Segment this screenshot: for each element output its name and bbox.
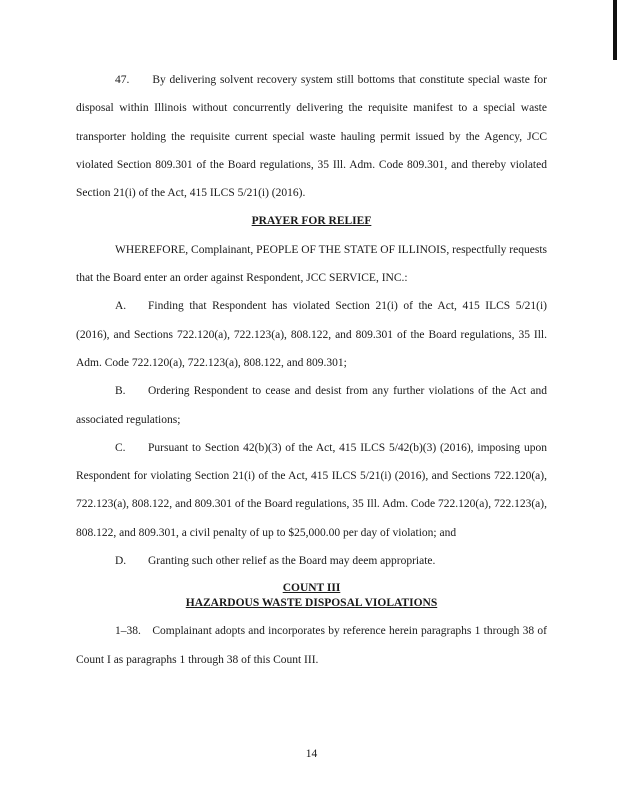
count-iii-paragraph-text: 1–38. Complainant adopts and incorporates by reference herein paragraphs 1 through 38 of Count I as paragraphs 1 through 38 of this Count III. (76, 625, 547, 666)
prayer-item-text: Finding that Respondent has violated Section 21(i) of the Act, 415 ILCS 5/21(i) (2016), and Sections 722.120(a), 722.123(a), 808.122, and 809.301 of the Board regulations, 35 Ill. Adm. Code 722.120(a), 722.123(a), 808.122, and 809.301; (76, 300, 547, 369)
prayer-item-text: Ordering Respondent to cease and desist from any further violations of the Act and associated regulations; (76, 385, 547, 426)
prayer-item-label: B. (115, 385, 126, 398)
count-subtitle: HAZARDOUS WASTE DISPOSAL VIOLATIONS (185, 597, 438, 610)
count-title: COUNT III (282, 582, 341, 595)
document-body (76, 66, 547, 674)
prayer-item-c (76, 434, 547, 547)
prayer-item-a (76, 292, 547, 377)
count-iii-heading-block (76, 575, 547, 617)
prayer-intro-text: WHEREFORE, Complainant, PEOPLE OF THE STATE OF ILLINOIS, respectfully requests that the Board enter an order against Respondent, JCC SERVICE, INC.: (76, 243, 547, 285)
prayer-heading: PRAYER FOR RELIEF (251, 215, 372, 228)
count-iii-paragraph (76, 617, 547, 674)
page-number: 14 (305, 748, 318, 760)
prayer-intro (76, 236, 547, 293)
paragraph-47-text: 47. By delivering solvent recovery system still bottoms that constitute special waste for disposal within Illinois without concurrently delivering the requisite manifest to a special waste transporter holding the requisite current special waste hauling permit issued by the Agency, JCC violated Section 809.301 of the Board regulations, 35 Ill. Adm. Code 809.301, and thereby violated Section 21(i) of the Act, 415 ILCS 5/21(i) (2016). (76, 74, 547, 200)
prayer-item-text: Pursuant to Section 42(b)(3) of the Act, 415 ILCS 5/42(b)(3) (2016), imposing upon Respondent for violating Section 21(i) of the Act, 415 ILCS 5/21(i) (2016), and Sections 722.120(a), 722.123(a), 808.122, and 809.301 of the Board regulations, 35 Ill. Adm. Code 722.120(a), 722.123(a), 808.122, and 809.301, a civil penalty of up to $25,000.00 per day of violation; and (76, 441, 547, 539)
prayer-item-text: Granting such other relief as the Board may deem appropriate. (148, 555, 436, 568)
prayer-item-label: C. (115, 441, 126, 454)
prayer-item-b (76, 377, 547, 434)
prayer-item-d (76, 547, 547, 575)
paragraph-47 (76, 66, 547, 207)
scan-edge-mark (613, 0, 617, 60)
prayer-item-label: A. (115, 300, 127, 313)
prayer-item-label: D. (115, 555, 127, 568)
